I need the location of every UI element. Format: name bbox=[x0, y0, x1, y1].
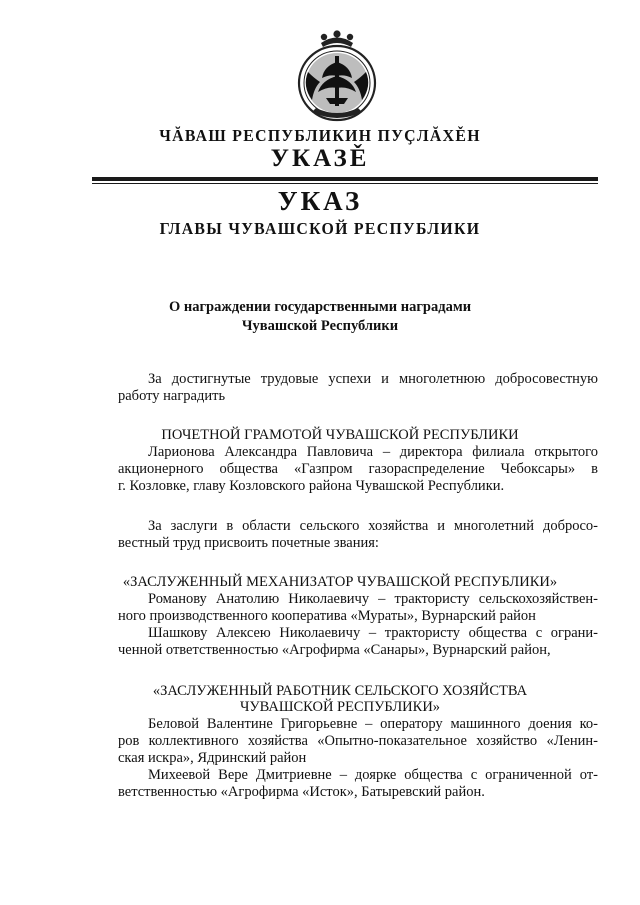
decree-subject bbox=[0, 298, 640, 336]
award-heading-gramota: ПОЧЕТНОЙ ГРАМОТОЙ ЧУВАШСКОЙ РЕСПУБЛИКИ bbox=[161, 427, 519, 443]
subject-line-2: Чувашской Республики bbox=[241, 318, 399, 334]
intro1-line-1: За достигнутые трудовые успехи и многолетнюю добросовестную bbox=[148, 371, 598, 387]
worker-line-3: ская искра», Ядринский район bbox=[118, 750, 307, 766]
mechanizator-line-3: Шашкову Алексею Николаевичу – трактористу общества с ограни- bbox=[148, 625, 598, 641]
gramota-line-2: акционерного общества «Газпром газораспределение Чебоксары» в bbox=[118, 461, 598, 477]
header-divider-thick bbox=[92, 177, 598, 181]
mechanizator-line-1: Романову Анатолию Николаевичу – трактористу сельскохозяйствен- bbox=[148, 591, 598, 607]
award-heading-worker-1: «ЗАСЛУЖЕННЫЙ РАБОТНИК СЕЛЬСКОГО ХОЗЯЙСТВА bbox=[152, 683, 528, 699]
intro2-line-1: За заслуги в области сельского хозяйства и многолетний доброcо- bbox=[148, 518, 598, 534]
worker-line-5: ветственностью «Агрофирма «Исток», Батыревский район. bbox=[118, 784, 485, 800]
chuvash-decree-title: УКАЗĚ bbox=[270, 145, 370, 172]
intro2-line-2: вестный труд присвоить почетные звания: bbox=[118, 535, 379, 551]
gramota-line-3: г. Козловке, главу Козловского района Чувашской Республики. bbox=[118, 478, 505, 494]
subject-line-1: О награждении государственными наградами bbox=[168, 299, 472, 315]
worker-line-4: Михеевой Вере Дмитриевне – доярке общества с ограниченной от- bbox=[148, 767, 598, 783]
decree-title: УКАЗ bbox=[277, 186, 363, 216]
worker-line-1: Беловой Валентине Григорьевне – оператору машинного доения ко- bbox=[148, 716, 598, 732]
coat-of-arms-emblem bbox=[294, 28, 380, 124]
award-heading-mechanizator: «ЗАСЛУЖЕННЫЙ МЕХАНИЗАТОР ЧУВАШСКОЙ РЕСПУБЛИКИ» bbox=[122, 574, 558, 590]
worker-line-2: ров коллективного хозяйства «Опытно-показательное хозяйство «Ленин- bbox=[118, 733, 598, 749]
decree-issuer: ГЛАВЫ ЧУВАШСКОЙ РЕСПУБЛИКИ bbox=[159, 219, 481, 238]
mechanizator-line-4: ченной ответственностью «Агрофирма «Санары», Вурнарский район, bbox=[118, 642, 551, 658]
award-heading-worker-2: ЧУВАШСКОЙ РЕСПУБЛИКИ» bbox=[239, 699, 441, 715]
gramota-line-1: Ларионова Александра Павловича – директора филиала открытого bbox=[148, 444, 598, 460]
chuvash-header-line: ЧĂВАШ РЕСПУБЛИКИН ПУҪЛĂХĚН bbox=[159, 126, 481, 145]
intro1-line-2: работу наградить bbox=[118, 388, 226, 404]
mechanizator-line-2: ного производственного кооператива «Мураты», Вурнарский район bbox=[118, 608, 536, 624]
header-divider-thin bbox=[92, 183, 598, 184]
